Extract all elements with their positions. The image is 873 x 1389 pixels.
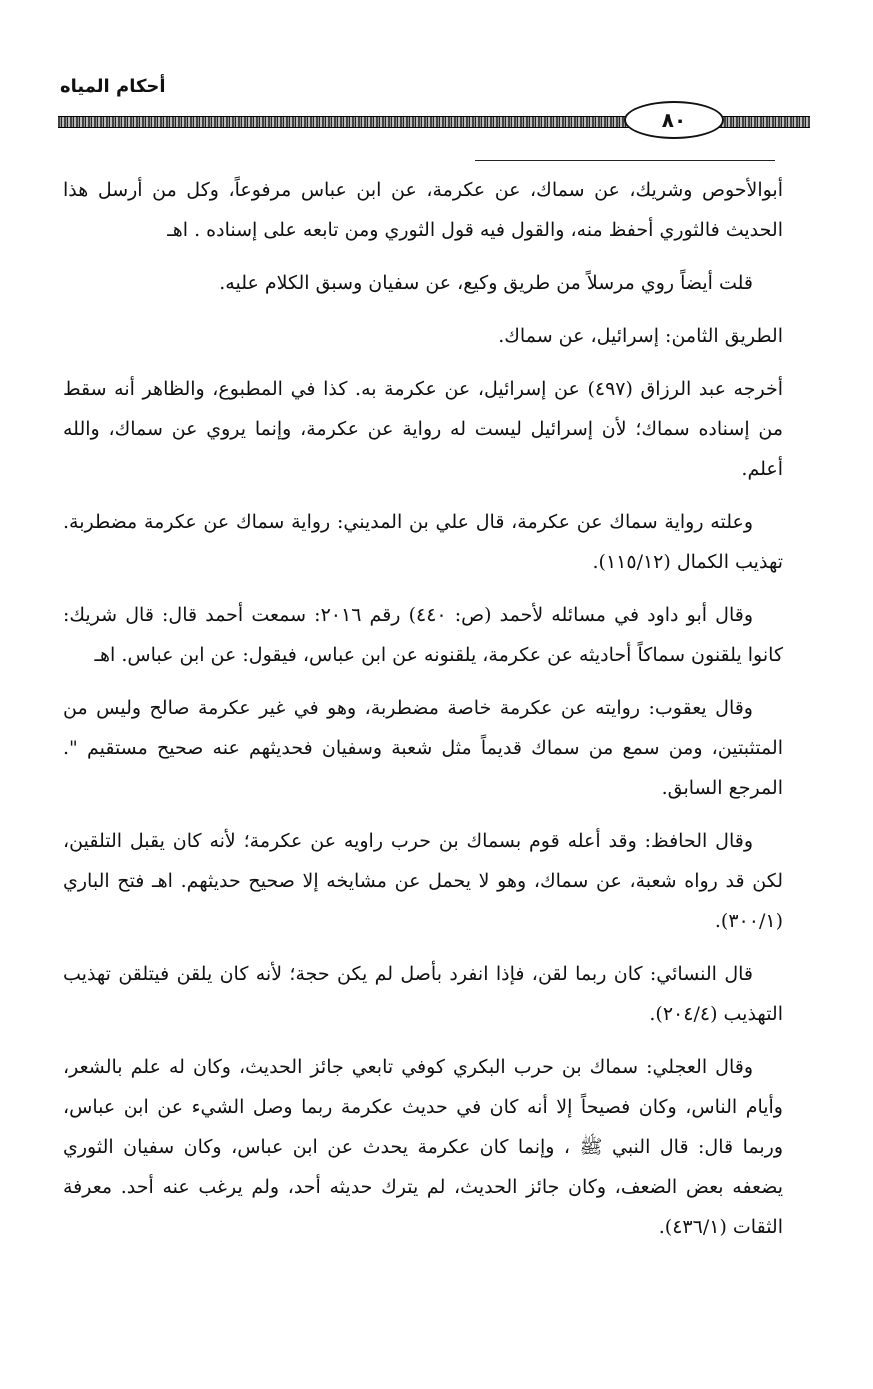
paragraph: قلت أيضاً روي مرسلاً من طريق وكيع، عن سفيان وسبق الكلام عليه. — [219, 272, 753, 294]
paragraph: أبوالأحوص وشريك، عن سماك، عن عكرمة، عن ابن عباس مرفوعاً، وكل من أرسل هذا الحديث فالثوري أحفظ منه، والقول فيه قول الثوري ومن تابعه على إسناده . اهـ — [63, 179, 783, 241]
paragraph: وقال يعقوب: روايته عن عكرمة خاصة مضطربة، وهو في غير عكرمة صالح وليس من المتثبتين، ومن سمع من سماك قديماً مثل شعبة وسفيان فحديثهم عنه صحيح مستقيم ". المرجع السابق. — [63, 697, 783, 799]
paragraph: وقال العجلي: سماك بن حرب البكري كوفي تابعي جائز الحديث، وكان له علم بالشعر، وأيام الناس، وكان فصيحاً إلا أنه كان في حديث عكرمة ربما وصل الشيء عن ابن عباس، وربما قال: قال النبي ﷺ ، وإنما كان عكرمة يحدث عن ابن عباس، وكان سفيان الثوري يضعفه بعض الضعف، وكان جائز الحديث، لم يترك حديثه أحد، ولم يرغب عنه أحد. معرفة الثقات (٤٣٦/١). — [63, 1056, 783, 1238]
paragraph: الطريق الثامن: إسرائيل، عن سماك. — [498, 325, 783, 347]
paragraph: وعلته رواية سماك عن عكرمة، قال علي بن المديني: رواية سماك عن عكرمة مضطربة. تهذيب الكمال (١١٥/١٢). — [63, 511, 783, 573]
continuation-rule — [475, 160, 775, 161]
paragraph: وقال أبو داود في مسائله لأحمد (ص: ٤٤٠) رقم ٢٠١٦: سمعت أحمد قال: قال شريك: كانوا يلقنون سماكاً أحاديثه عن عكرمة، يلقنونه عن ابن عباس، فيقول: عن ابن عباس. اهـ — [63, 604, 783, 666]
page-number: ٨٠ — [624, 101, 724, 139]
paragraph: أخرجه عبد الرزاق (٤٩٧) عن إسرائيل، عن عكرمة به. كذا في المطبوع، والظاهر أنه سقط من إسناده سماك؛ لأن إسرائيل ليست له رواية عن عكرمة، وإنما يروي عن سماك، والله أعلم. — [63, 378, 783, 480]
page-header — [0, 0, 873, 150]
page-body — [63, 170, 783, 1260]
paragraph: وقال الحافظ: وقد أعله قوم بسماك بن حرب راويه عن عكرمة؛ لأنه كان يقبل التلقين، لكن قد رواه شعبة، عن سماك، وهو لا يحمل عن مشايخه إلا صحيح حديثهم. اهـ فتح الباري (٣٠٠/١). — [63, 830, 783, 932]
book-title: أحكام المياه — [60, 76, 166, 97]
paragraph: قال النسائي: كان ربما لقن، فإذا انفرد بأصل لم يكن حجة؛ لأنه كان يلقن فيتلقن تهذيب التهذيب (٢٠٤/٤). — [63, 963, 783, 1025]
